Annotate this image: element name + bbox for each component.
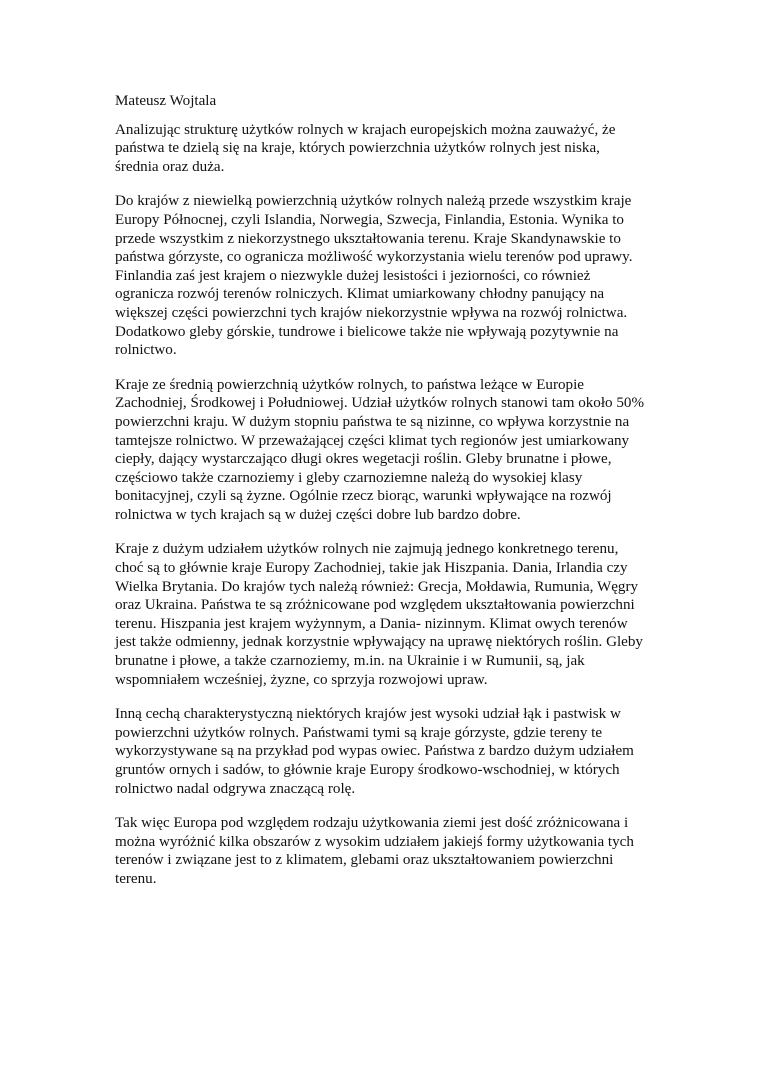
paragraph-intro: Analizując strukturę użytków rolnych w krajach europejskich można zauważyć, że państwa te dzielą się na kraje, których powierzchnia użytków rolnych jest niska, średnia oraz duża. xyxy=(115,121,616,175)
paragraph-medium-share: Kraje ze średnią powierzchnią użytków rolnych, to państwa leżące w Europie Zachodniej, Środkowej i Południowej. Udział użytków rolnych stanowi tam około 50% powierzchni kraju. W dużym stopniu państwa te są nizinne, co wpływa korzystnie na tamtejsze rolnictwo. W przeważającej części klimat tych regionów jest umiarkowany ciepły, dający wystarczająco długi okres wegetacji roślin. Gleby brunatne i płowe, częściowo także czarnoziemy i gleby czarnoziemne należą do wysokiej klasy bonitacyjnej, czyli są żyzne. Ogólnie rzecz biorąc, warunki wpływające na rozwój rolnictwa w tych krajach są w dużej części dobre lub bardzo dobre. xyxy=(115,376,645,523)
paragraph-meadows-pastures: Inną cechą charakterystyczną niektórych krajów jest wysoki udział łąk i pastwisk w powierzchni użytków rolnych. Państwami tymi są kraje górzyste, gdzie tereny te wykorzystywane są na przykład pod wypas owiec. Państwa z bardzo dużym udziałem gruntów ornych i sadów, to głównie kraje Europy środkowo-wschodniej, w których rolnictwo nadal odgrywa znaczącą rolę. xyxy=(115,706,634,797)
paragraph-conclusion: Tak więc Europa pod względem rodzaju użytkowania ziemi jest dość zróżnicowana i można wyróżnić kilka obszarów z wysokim udziałem jakiejś formy użytkowania tych terenów i związane jest to z klimatem, glebami oraz ukształtowaniem powierzchni terenu. xyxy=(115,815,634,887)
paragraph-large-share: Kraje z dużym udziałem użytków rolnych nie zajmują jednego konkretnego terenu, choć są to głównie kraje Europy Zachodniej, takie jak Hiszpania. Dania, Irlandia czy Wielka Brytania. Do krajów tych należą również: Grecja, Mołdawia, Rumunia, Węgry oraz Ukraina. Państwa te są zróżnicowane pod względem ukształtowania powierzchni terenu. Hiszpania jest krajem wyżynnym, a Dania- nizinnym. Klimat owych terenów jest także odmienny, jednak korzystnie wpływający na uprawę niektórych roślin. Gleby brunatne i płowe, a także czarnoziemy, m.in. na Ukrainie i w Rumunii, są, jak wspomniałem wcześniej, żyzne, co sprzyja rozwojowi upraw. xyxy=(115,541,643,688)
document-page xyxy=(115,82,645,905)
paragraph-small-share: Do krajów z niewielką powierzchnią użytków rolnych należą przede wszystkim kraje Europy Północnej, czyli Islandia, Norwegia, Szwecja, Finlandia, Estonia. Wynika to przede wszystkim z niekorzystnego ukształtowania terenu. Kraje Skandynawskie to państwa górzyste, co ogranicza możliwość wykorzystania wielu terenów pod uprawy. Finlandia zaś jest krajem o niezwykle dużej lesistości i jeziorności, co również ogranicza rozwój terenów rolniczych. Klimat umiarkowany chłodny panujący na większej części powierzchni tych krajów niekorzystnie wpływa na rozwój rolnictwa. Dodatkowo gleby górskie, tundrowe i bielicowe także nie wpływają pozytywnie na rolnictwo. xyxy=(115,193,633,359)
author-name: Mateusz Wojtala xyxy=(115,93,217,109)
